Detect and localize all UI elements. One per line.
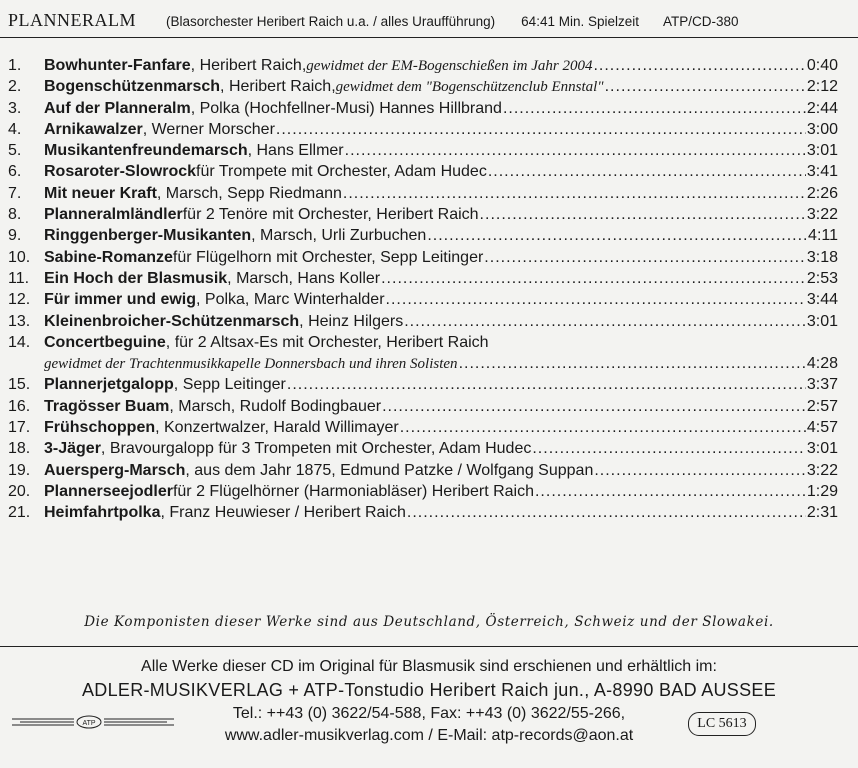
album-title: PLANNERALM [8, 10, 137, 30]
track-row [8, 376, 838, 397]
track-row [8, 100, 838, 121]
track-credits: für 2 Flügelhörner (Harmoniabläser) Heribert Raich [172, 482, 534, 500]
track-duration: 2:26 [806, 184, 838, 202]
dot-leader [484, 249, 806, 267]
track-number: 13. [8, 312, 31, 330]
track-credits: für Flügelhorn mit Orchester, Sepp Leitinger [172, 248, 484, 266]
track-credits: , Heribert Raich, [220, 78, 336, 96]
track-row [8, 270, 838, 291]
track-credits: , Sepp Leitinger [173, 376, 286, 394]
svg-text:ATP: ATP [82, 720, 96, 727]
track-row [8, 398, 838, 419]
track-title: Musikantenfreundemarsch [44, 142, 248, 160]
dot-leader [605, 78, 806, 96]
track-duration: 2:57 [806, 397, 838, 415]
dot-leader [488, 163, 806, 181]
dot-leader [407, 504, 806, 522]
header-divider [0, 37, 858, 38]
track-title: Auf der Planneralm [44, 99, 191, 117]
dot-leader [345, 142, 806, 160]
composers-note: Die Komponisten dieser Werke sind aus Deutschland, Österreich, Schweiz und der Slowakei. [84, 614, 774, 630]
track-credits: , Konzertwalzer, Harald Willimayer [155, 419, 399, 437]
track-number: 17. [8, 419, 31, 437]
track-duration: 2:31 [806, 504, 838, 522]
cd-header [8, 10, 850, 34]
track-row [8, 249, 838, 270]
track-title: Bowhunter-Fanfare [44, 57, 191, 74]
dot-leader [503, 100, 806, 118]
track-credits: , Marsch, Rudolf Bodingbauer [169, 397, 382, 415]
track-list [8, 57, 838, 526]
track-credits: , Marsch, Sepp Riedmann [156, 184, 342, 202]
footer-phone-fax: Tel.: ++43 (0) 3622/54-588, Fax: ++43 (0) 3622/55-266, [232, 705, 626, 722]
dot-leader [593, 57, 805, 75]
dot-leader [594, 462, 806, 480]
track-title: Frühschoppen [44, 419, 156, 437]
track-credits: , Heinz Hilgers [299, 312, 404, 330]
atp-logo [12, 712, 182, 732]
track-credits: für 2 Tenöre mit Orchester, Heribert Raich [182, 206, 479, 224]
track-number: 7. [8, 184, 22, 202]
track-duration: 3:44 [806, 291, 838, 309]
track-duration: 0:40 [806, 57, 838, 74]
track-title: Planneralmländler [44, 206, 183, 224]
track-duration: 3:01 [806, 312, 838, 330]
track-row [8, 78, 838, 99]
track-number: 3. [8, 99, 22, 117]
footer-availability: Alle Werke dieser CD im Original für Blasmusik sind erschienen und erhältlich im: [141, 658, 717, 675]
track-title: Ein Hoch der Blasmusik [44, 269, 228, 287]
dot-leader [404, 313, 806, 331]
track-credits: , Bravourgalopp für 3 Trompeten mit Orchester, Adam Hudec [100, 440, 532, 458]
track-dedication: gewidmet der Trachtenmusikkapelle Donnersbach und ihren Solisten [44, 356, 458, 373]
track-number: 8. [8, 206, 22, 224]
dot-leader [480, 206, 806, 224]
track-row [8, 334, 838, 377]
dot-leader [386, 291, 806, 309]
track-number: 9. [8, 227, 22, 245]
track-number: 5. [8, 142, 22, 160]
track-title: Plannerjetgalopp [44, 376, 174, 394]
dot-leader [287, 376, 806, 394]
track-duration: 4:57 [806, 419, 838, 437]
dot-leader [381, 270, 806, 288]
track-row [8, 227, 838, 248]
track-duration: 3:41 [806, 163, 838, 181]
track-title: Auersperg-Marsch [44, 461, 186, 479]
track-credits: , Polka, Marc Winterhalder [196, 291, 385, 309]
footer-publisher: ADLER-MUSIKVERLAG + ATP-Tonstudio Heribert Raich jun., A-8990 BAD AUSSEE [81, 680, 777, 700]
track-title: Tragösser Buam [44, 397, 170, 415]
track-credits: , Franz Heuwieser / Heribert Raich [160, 504, 406, 522]
track-row [8, 440, 838, 461]
track-row [8, 313, 838, 334]
dot-leader [532, 440, 806, 458]
dot-leader [400, 419, 806, 437]
track-duration: 3:18 [806, 248, 838, 266]
label-code-badge: LC 5613 [688, 712, 756, 736]
dot-leader [459, 355, 806, 373]
track-title: Mit neuer Kraft [44, 184, 157, 202]
track-number: 6. [8, 163, 22, 181]
track-number: 19. [8, 461, 31, 479]
track-row [8, 419, 838, 440]
track-row [8, 504, 838, 525]
track-row [8, 142, 838, 163]
track-row [8, 57, 838, 78]
track-row [8, 163, 838, 184]
track-title: Concertbeguine [44, 333, 166, 351]
footer-web-email: www.adler-musikverlag.com / E-Mail: atp-records@aon.at [224, 727, 634, 744]
track-title: Arnikawalzer [44, 120, 143, 138]
album-duration: 64:41 Min. Spielzeit [521, 14, 639, 29]
dot-leader [382, 398, 806, 416]
track-number: 18. [8, 440, 31, 458]
track-title: Kleinenbroicher-Schützenmarsch [44, 312, 300, 330]
track-title: Ringgenberger-Musikanten [44, 227, 252, 245]
track-number: 15. [8, 376, 31, 394]
track-dedication: gewidmet dem "Bogenschützenclub Ennstal" [335, 79, 604, 96]
track-number: 11. [8, 269, 30, 287]
track-duration: 3:22 [806, 206, 838, 224]
track-duration: 3:00 [806, 120, 838, 138]
track-dedication: gewidmet der EM-Bogenschießen im Jahr 2004 [306, 58, 593, 74]
track-title: Plannerseejodler [44, 482, 173, 500]
dot-leader [343, 185, 806, 203]
track-credits: , Werner Morscher [142, 120, 275, 138]
track-number: 12. [8, 291, 31, 309]
track-credits: für Trompete mit Orchester, Adam Hudec [196, 163, 487, 181]
track-duration: 2:12 [806, 78, 838, 96]
track-duration: 3:01 [806, 142, 838, 160]
track-duration: 2:44 [806, 99, 838, 117]
track-row [8, 483, 838, 504]
track-credits: , Hans Ellmer [247, 142, 344, 160]
track-title: Bogenschützenmarsch [44, 78, 221, 96]
track-row [8, 185, 838, 206]
track-duration: 3:01 [806, 440, 838, 458]
track-number: 21. [8, 504, 31, 522]
track-row [8, 121, 838, 142]
dot-leader [427, 227, 807, 245]
catalog-number: ATP/CD-380 [663, 14, 739, 29]
dot-leader [535, 483, 806, 501]
track-title: 3-Jäger [44, 440, 101, 458]
track-number: 14. [8, 333, 31, 351]
track-title: Sabine-Romanze [44, 248, 173, 266]
track-duration: 3:37 [806, 376, 838, 394]
track-duration: 2:53 [806, 269, 838, 287]
track-number: 20. [8, 482, 31, 500]
track-row [8, 462, 838, 483]
track-title: Rosaroter-Slowrock [44, 163, 197, 181]
track-number: 10. [8, 248, 31, 266]
footer-divider [0, 646, 858, 647]
track-duration: 1:29 [806, 482, 838, 500]
track-duration: 4:11 [808, 227, 838, 245]
track-row [8, 206, 838, 227]
album-info: (Blasorchester Heribert Raich u.a. / alles Uraufführung) [166, 14, 496, 29]
track-title: Heimfahrtpolka [44, 504, 161, 522]
track-credits: , Polka (Hochfellner-Musi) Hannes Hillbrand [190, 99, 502, 117]
track-credits: , Marsch, Urli Zurbuchen [251, 227, 427, 245]
track-credits: , aus dem Jahr 1875, Edmund Patzke / Wolfgang Suppan [185, 461, 594, 479]
dot-leader [276, 121, 806, 139]
track-title: Für immer und ewig [44, 291, 197, 309]
track-duration: 3:22 [806, 461, 838, 479]
track-number: 2. [8, 78, 22, 96]
track-credits: , Heribert Raich, [190, 57, 307, 74]
track-number: 4. [8, 120, 22, 138]
track-credits: , Marsch, Hans Koller [227, 269, 381, 287]
track-number: 16. [8, 397, 31, 415]
track-number: 1. [8, 57, 22, 74]
track-duration: 4:28 [806, 355, 838, 373]
track-credits: , für 2 Altsax-Es mit Orchester, Heribert Raich [165, 333, 489, 351]
track-row [8, 291, 838, 312]
